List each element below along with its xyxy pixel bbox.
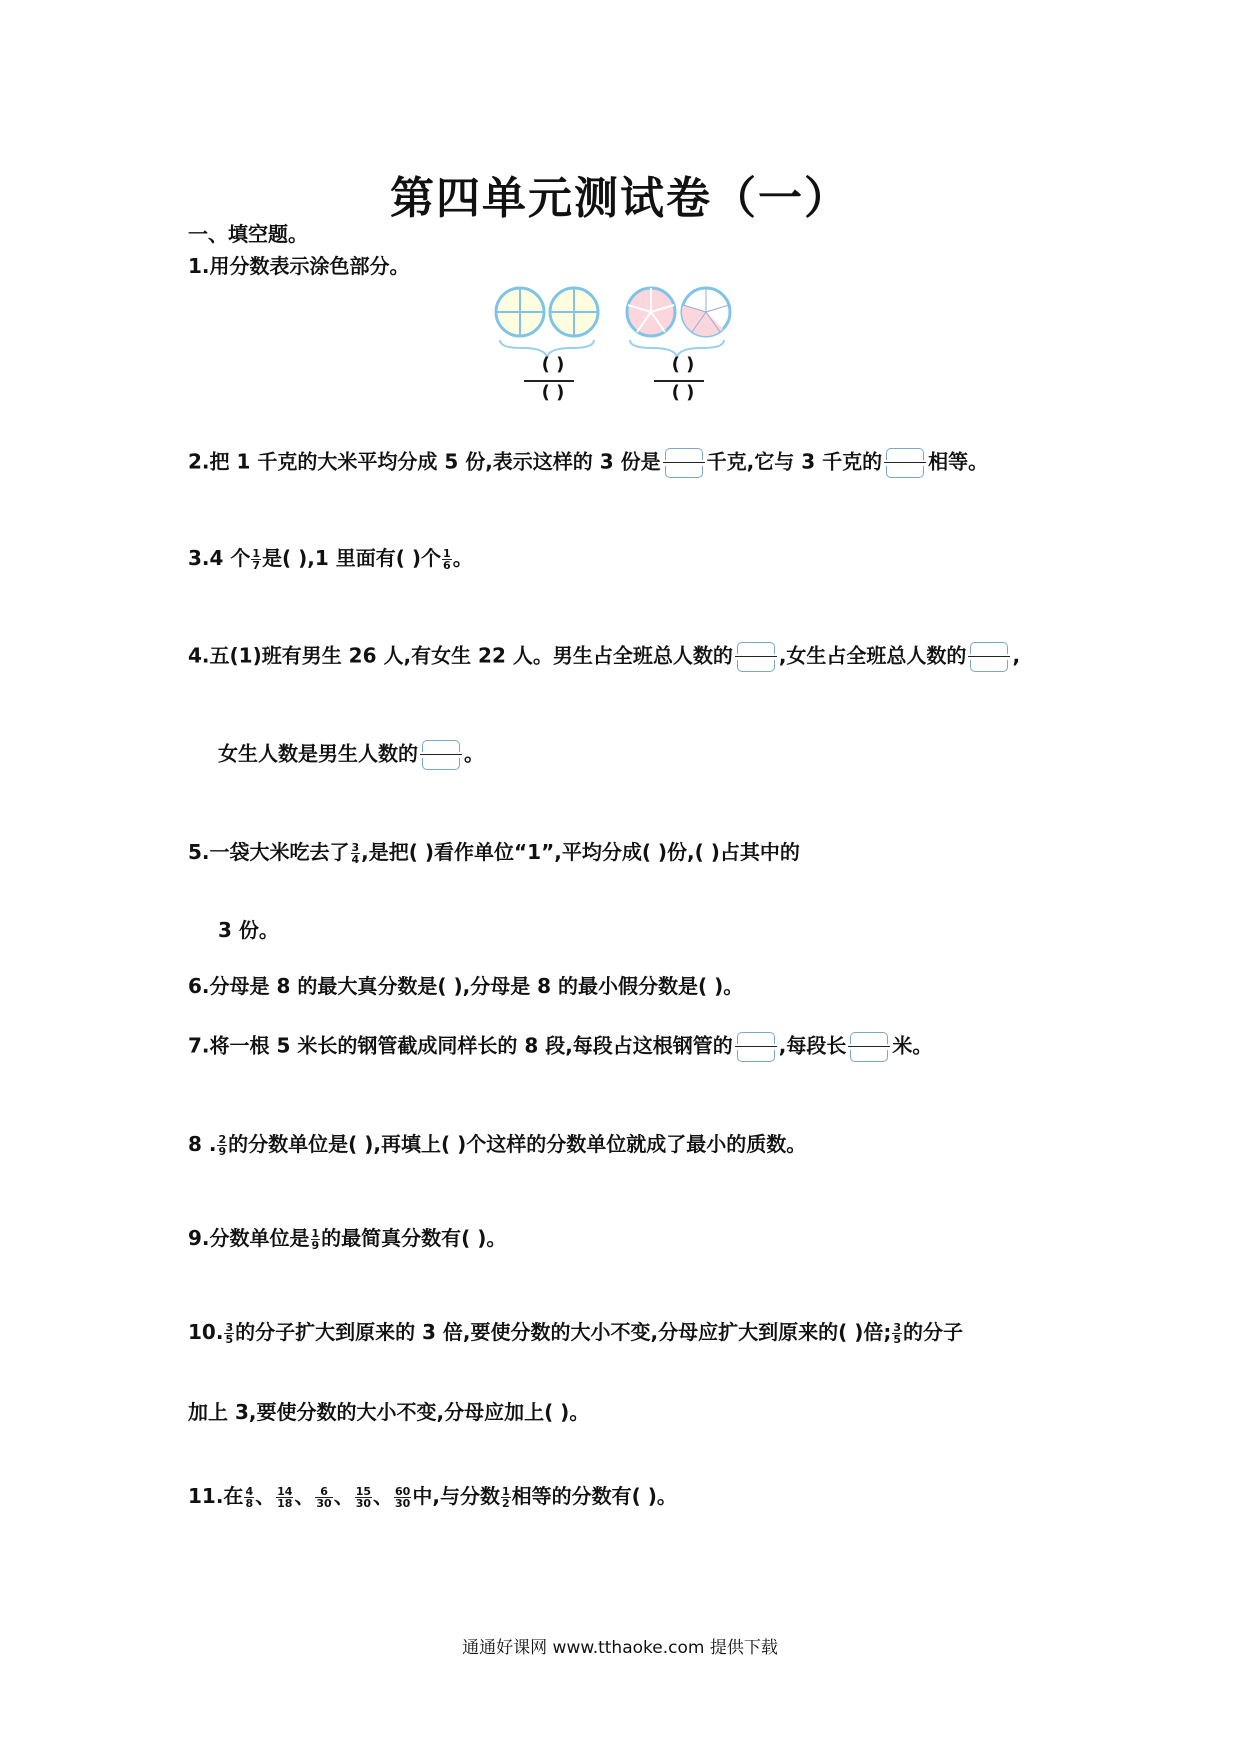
question-6: 6.分母是 8 的最大真分数是( ),分母是 8 的最小假分数是( )。 (188, 974, 744, 998)
fraction-blank[interactable] (733, 640, 779, 674)
footer-credit: 通通好课网 www.tthaoke.com 提供下载 (462, 1638, 778, 1658)
question-8: 8 . $\frac{2}{9}$ 的分数单位是( ),再填上( )个这样的分数单位就成了最小的质数。 (188, 1132, 807, 1158)
fraction: $\frac{15}{30}$ (355, 1485, 372, 1510)
question-10-cont: 加上 3,要使分数的大小不变,分母应加上( )。 (188, 1400, 590, 1424)
fraction-blank[interactable] (733, 1030, 779, 1064)
fraction: $\frac{6}{30}$ (316, 1485, 332, 1510)
fraction: $\frac{3}{5}$ (225, 1321, 234, 1346)
circle-quartered-b (550, 288, 598, 336)
question-4: 4.五(1)班有男生 26 人,有女生 22 人。男生占全班总人数的 ,女生占全班总人数的 , (188, 640, 1020, 674)
question-1: 1.用分数表示涂色部分。 (188, 254, 410, 278)
circle-fifths-a (627, 288, 675, 336)
fraction: $\frac{14}{18}$ (277, 1485, 293, 1510)
fraction: $\frac{1}{9}$ (311, 1227, 320, 1252)
fig-blank-num-right: ( ) (671, 354, 695, 375)
question-3: 3.4 个 $\frac{1}{7}$ 是( ),1 里面有( )个 $\frac{1}{6}$ 。 (188, 546, 473, 572)
fraction: $\frac{1}{6}$ (443, 547, 451, 572)
fraction-blank[interactable] (846, 1030, 892, 1064)
fig-blank-num-left: ( ) (541, 354, 565, 375)
question-11: 11.在 $\frac{4}{8}$ 、 $\frac{14}{18}$ 、 $\frac{6}{30}$ 、 $\frac{15}{30}$ 、 $\frac{60}{30}$ 中,与分数 $\frac{1}{2}$ 相等的分数有( )。 (188, 1484, 677, 1510)
question-7: 7.将一根 5 米长的钢管截成同样长的 8 段,每段占这根钢管的 ,每段长 米。 (188, 1030, 932, 1064)
question-5-cont: 3 份。 (218, 918, 279, 942)
question-10: 10. $\frac{3}{5}$ 的分子扩大到原来的 3 倍,要使分数的大小不变,分母应扩大到原来的( )倍; $\frac{3}{5}$ 的分子 (188, 1320, 964, 1346)
page-title: 第四单元测试卷（一） (390, 173, 850, 224)
section-heading: 一、填空题。 (188, 222, 308, 246)
fig-blank-den-right: ( ) (671, 382, 695, 403)
question-2: 2.把 1 千克的大米平均分成 5 份,表示这样的 3 份是 千克,它与 3 千克的 相等。 (188, 446, 988, 480)
fraction: $\frac{3}{4}$ (351, 841, 360, 866)
circle-quartered-a (496, 288, 544, 336)
question-5: 5.一袋大米吃去了 $\frac{3}{4}$ ,是把( )看作单位“1”,平均分成( )份,( )占其中的 (188, 840, 800, 866)
fraction-blank[interactable] (661, 446, 707, 480)
question-4-cont: 女生人数是男生人数的 。 (218, 738, 484, 772)
fraction-blank[interactable] (418, 738, 464, 772)
fraction: $\frac{60}{30}$ (395, 1485, 411, 1510)
fraction-blank[interactable] (882, 446, 928, 480)
fraction: $\frac{1}{7}$ (252, 547, 261, 572)
question-9: 9.分数单位是 $\frac{1}{9}$ 的最简真分数有( )。 (188, 1226, 507, 1252)
fraction: $\frac{3}{5}$ (893, 1321, 902, 1346)
fraction: $\frac{4}{8}$ (245, 1485, 254, 1510)
fig-blank-den-left: ( ) (541, 382, 565, 403)
fraction: $\frac{2}{9}$ (218, 1133, 227, 1158)
circle-fifths-b (682, 288, 730, 336)
fraction-blank[interactable] (966, 640, 1012, 674)
fraction: $\frac{1}{2}$ (501, 1485, 510, 1510)
